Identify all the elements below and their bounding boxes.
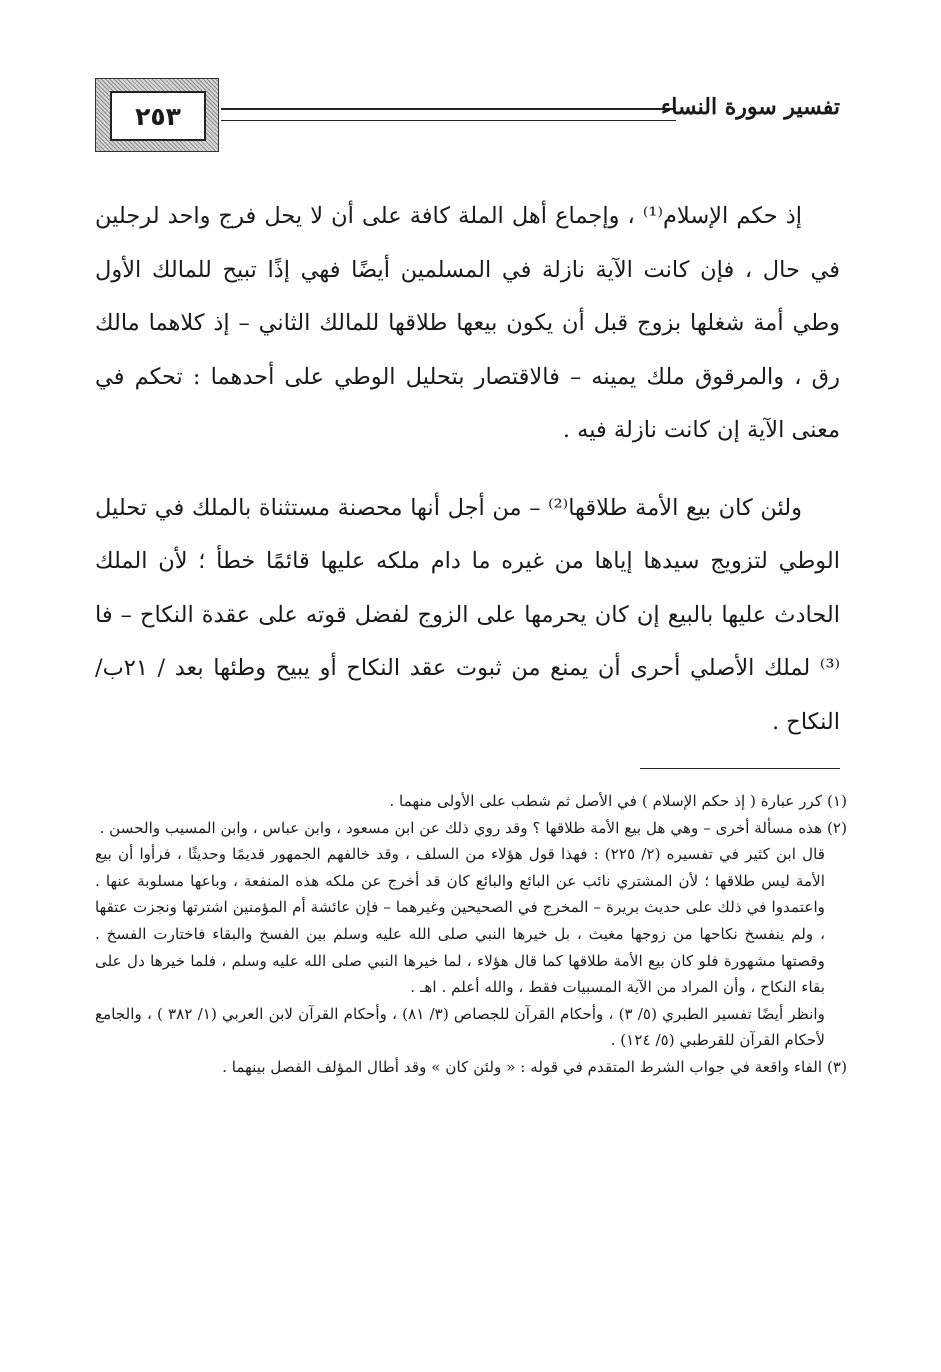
page-header (95, 78, 840, 158)
running-title: تفسير سورة النساء (660, 94, 840, 120)
page-number: ٢٥٣ (110, 91, 206, 141)
footnote-2-references: وانظر أيضًا تفسير الطبري (٥/ ٣) ، وأحكام القرآن للجصاص (٣/ ٨١) ، وأحكام القرآن لابن العربي (١/ ٣٨٢ ) ، والجامع لأحكام القرآن للقرطبي (٥/ ١٢٤) . (95, 1004, 825, 1050)
footnote-1: (١) كرر عبارة ( إذ حكم الإسلام ) في الأصل ثم شطب على الأولى منهما . (389, 792, 847, 810)
paragraph-2: ولئن كان بيع الأمة طلاقها⁽²⁾ – من أجل أنها محصنة مستثناة بالملك في تحليل الوطي لتزويج سيدها إياها من غيره ما دام ملكه عليها قائمًا خطأ ؛ لأن الملك الحادث عليها بالبيع إن كان يحرمها على الزوج لفضل قوته على عقدة النكاح – فا ⁽³⁾ لملك الأصلي أحرى أن يمنع من ثبوت عقد النكاح أو يبيح وطئها بعد / ٢١ب/ النكاح . (95, 494, 840, 735)
footnote-2-quote: قال ابن كثير في تفسيره (٢/ ٢٢٥) : فهذا قول هؤلاء من السلف ، وقد خالفهم الجمهور قديمًا وحديثًا ، فرأوا أن بيع الأمة ليس طلاقها ؛ لأن المشتري نائب عن البائع والبائع كان قد أخرج عن ملكه هذه المنفعة ، وباعها مسلوبة عنها . واعتمدوا في ذلك على حديث بريرة – المخرج في الصحيحين وغيرهما – فإن عائشة أم المؤمنين اشترتها ونجزت عتقها ، ولم ينفسخ نكاحها من زوجها مغيث ، بل خيرها النبي صلى الله عليه وسلم بين الفسخ والبقاء فاختارت الفسخ . وقصتها مشهورة فلو كان بيع الأمة طلاقها كما قال هؤلاء ، لما خيرها النبي صلى الله عليه وسلم ، فلما خيرها دل على بقاء النكاح ، وأن المراد من الآية المسبيات فقط ، والله أعلم . اهـ . (95, 845, 825, 997)
footnote-2: (٢) هذه مسألة أخرى – وهي هل بيع الأمة طلاقها ؟ وقد روي ذلك عن ابن مسعود ، وابن عباس ، وابن المسيب والحسن . (99, 818, 847, 837)
footnote-separator (640, 768, 840, 769)
footnotes (95, 788, 847, 1081)
main-text (95, 190, 840, 773)
paragraph-1: إذ حكم الإسلام⁽¹⁾ ، وإجماع أهل الملة كافة على أن لا يحل فرج واحد لرجلين في حال ، فإن كانت الآية نازلة في المسلمين أيضًا فهي إذًا تبيح للمالك الأول وطي أمة شغلها بزوج قبل أن يكون بيعها طلاقها للمالك الثاني – إذ كلاهما مالك رق ، والمرقوق ملك يمينه – فالاقتصار بتحليل الوطي على أحدهما : تحكم في معنى الآية إن كانت نازلة فيه . (95, 203, 840, 443)
footnote-3: (٣) الفاء واقعة في جواب الشرط المتقدم في قوله : « ولئن كان » وقد أطال المؤلف الفصل بينهما . (222, 1057, 847, 1076)
page-number-frame (95, 78, 219, 152)
